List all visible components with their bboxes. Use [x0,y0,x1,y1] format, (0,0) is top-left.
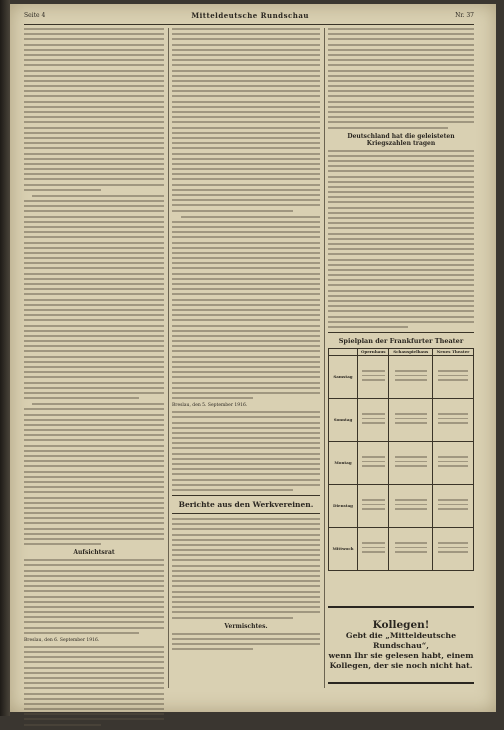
table-row [329,442,474,485]
day-cell: Montag [329,442,358,485]
article-body [172,28,320,212]
theater-schedule-table [328,348,474,571]
table-header [329,348,358,355]
table-row [329,528,474,571]
article-body [172,518,320,619]
kollegen-appeal-box [328,606,474,684]
divider [328,332,474,333]
table-cell [389,399,433,442]
article-body [172,633,320,651]
table-row [329,485,474,528]
table-row [329,356,474,399]
table-cell [389,485,433,528]
table-cell [358,399,389,442]
dateline: Breslau, den 5. September 1916. [172,403,248,409]
masthead-title: Mitteldeutsche Rundschau [191,10,309,20]
table-cell [358,528,389,571]
column-rule-2 [324,28,325,688]
article-body [172,411,320,491]
article-body [24,403,164,545]
table-cell [389,442,433,485]
section-heading: Vermischtes. [224,622,268,630]
section-heading: Berichte aus den Werkvereinen. [178,499,314,509]
table-cell [433,485,474,528]
table-cell [358,356,389,399]
article-body [24,646,164,726]
appeal-line: wenn Ihr sie gelesen habt, einem [328,651,474,660]
table-cell [433,528,474,571]
article-body [328,28,474,129]
table-cell [433,399,474,442]
article-body [24,559,164,634]
section-heading: Aufsichtsrat [73,549,115,557]
section-heading: Deutschland hat die geleisteten Kriegszahlen tragen [347,132,455,147]
appeal-headline: Kollegen! [372,619,430,631]
divider [172,495,320,496]
table-cell [358,485,389,528]
issue-number: Nr. 37 [455,11,474,19]
book-spine [0,0,10,716]
article-body [172,216,320,400]
table-row [329,399,474,442]
divider [172,513,320,514]
table-cell [389,528,433,571]
column-3 [328,28,474,571]
table-cell [389,356,433,399]
column-1 [24,28,164,730]
day-cell: Mittwoch [329,528,358,571]
table-cell [433,442,474,485]
article-body [328,150,474,328]
table-cell [358,442,389,485]
appeal-line: Kollegen, der sie noch nicht hat. [329,661,473,670]
table-header: Neues Theater [433,348,474,355]
day-cell: Dienstag [329,485,358,528]
article-body [24,195,164,399]
theater-schedule-title: Spielplan der Frankfurter Theater [338,336,464,345]
day-cell: Sonntag [329,399,358,442]
dateline: Breslau, den 6. September 1916. [24,637,100,643]
page-number: Seite 4 [24,11,46,19]
column-2 [172,28,320,654]
day-cell: Samstag [329,356,358,399]
table-header: Schauspielhaus [389,348,433,355]
page-header [24,8,474,25]
column-rule-1 [168,28,169,688]
table-header: Opernhaus [358,348,389,355]
table-cell [433,356,474,399]
appeal-line: Gebt die „Mitteldeutsche Rundschau“, [345,631,457,650]
article-body [24,28,164,191]
